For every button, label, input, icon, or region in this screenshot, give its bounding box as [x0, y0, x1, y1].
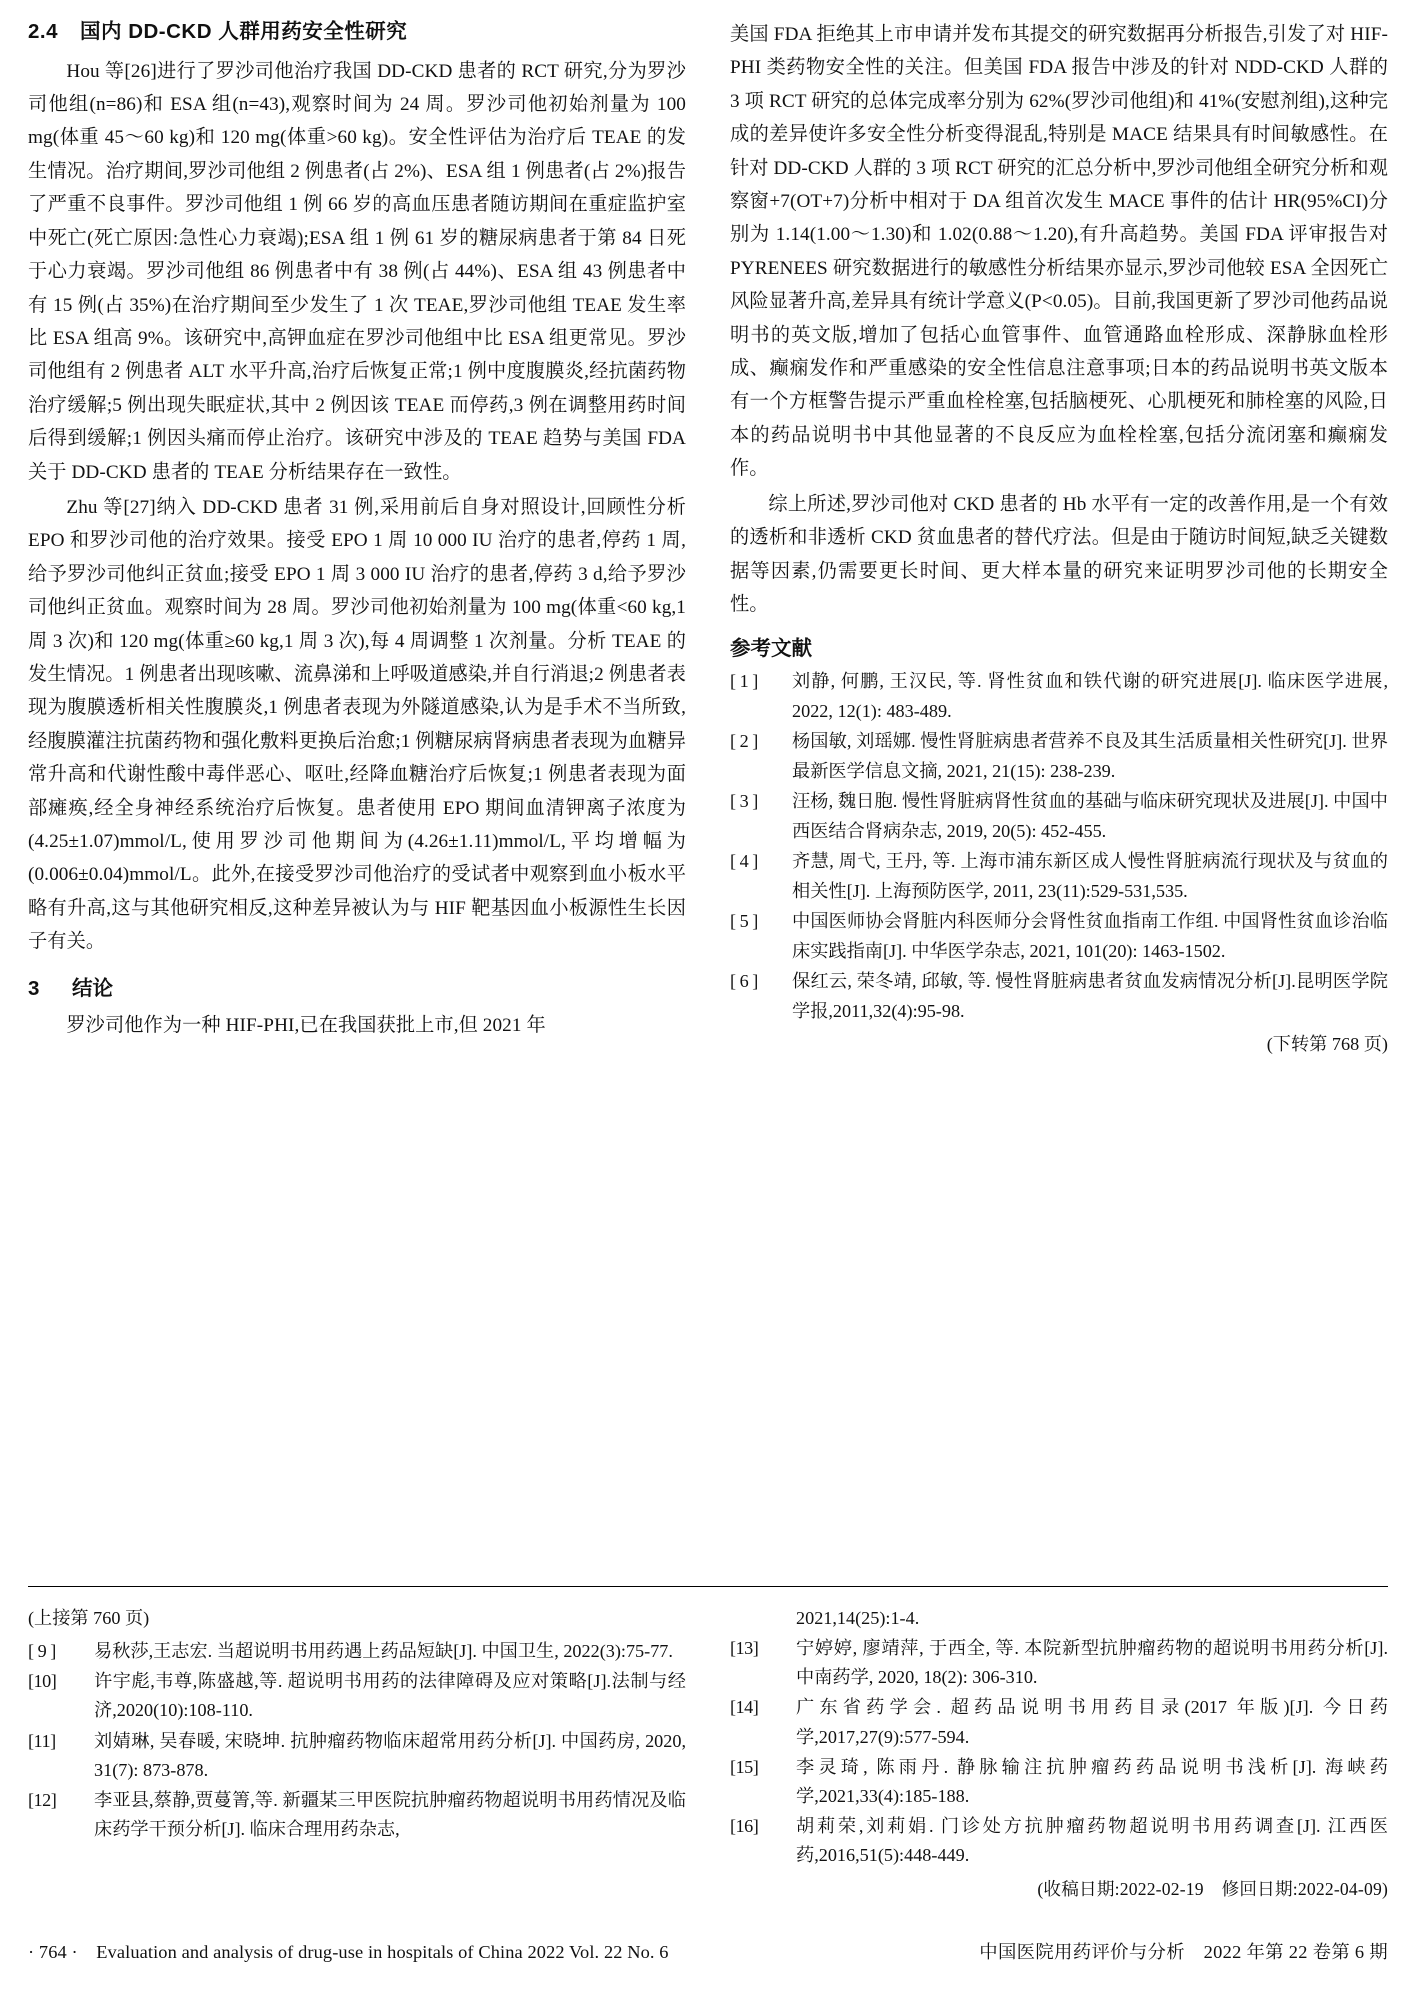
- reference-number: [ 6 ]: [730, 971, 758, 992]
- reference-number: [ 2 ]: [730, 731, 758, 752]
- section-heading-2-4: [28, 18, 686, 46]
- reference-text: 许宇彪,韦尊,陈盛越,等. 超说明书用药的法律障碍及应对策略[J].法制与经济,2020(10):108-110.: [94, 1671, 686, 1721]
- reference-number: [ 4 ]: [730, 851, 758, 872]
- reference-text: 杨国敏, 刘瑶娜. 慢性肾脏病患者营养不良及其生活质量相关性研究[J]. 世界最新医学信息文摘, 2021, 21(15): 238-239.: [792, 731, 1388, 781]
- continued-right-column: [730, 1604, 1388, 1901]
- list-item: [730, 1812, 1388, 1870]
- paragraph: Zhu 等[27]纳入 DD-CKD 患者 31 例,采用前后自身对照设计,回顾性分析 EPO 和罗沙司他的治疗效果。接受 EPO 1 周 10 000 IU 治疗的患者,停药 1 周,给予罗沙司他纠正贫血;接受 EPO 1 周 3 000 IU 治疗的患者,停药 3 d,给予罗沙司他纠正贫血。观察时间为 28 周。罗沙司他初始剂量为 100 mg(体重<60 kg,1 周 3 次)和 120 mg(体重≥60 kg,1 周 3 次),每 4 周调整 1 次剂量。分析 TEAE 的发生情况。1 例患者出现咳嗽、流鼻涕和上呼吸道感染,并自行消退;2 例患者表现为腹膜透析相关性腹膜炎,1 例患者表现为外隧道感染,认为是手术不当所致,经腹膜灌注抗菌药物和强化敷料更换后治愈;1 例糖尿病肾病患者表现为血糖异常升高和代谢性酸中毒伴恶心、呕吐,经降血糖治疗后恢复;1 例患者表现为面部瘫痪,经全身神经系统治疗后恢复。患者使用 EPO 期间血清钾离子浓度为(4.25±1.07)mmol/L,使用罗沙司他期间为(4.26±1.11)mmol/L,平均增幅为(0.006±0.04)mmol/L。此外,在接受罗沙司他治疗的受试者中观察到血小板水平略有升高,这与其他研究相反,这种差异被认为与 HIF 靶基因血小板源性生长因子有关。: [28, 496, 686, 953]
- reference-number: [16]: [730, 1815, 759, 1836]
- reference-text: 汪杨, 魏日胞. 慢性肾脏病肾性贫血的基础与临床研究现状及进展[J]. 中国中西医结合肾病杂志, 2019, 20(5): 452-455.: [792, 791, 1388, 841]
- list-item: [28, 1667, 686, 1725]
- reference-number: [12]: [28, 1789, 57, 1810]
- continued-reference-list-right: [730, 1604, 1388, 1870]
- section-title: 国内 DD-CKD 人群用药安全性研究: [80, 20, 408, 43]
- paragraph: Hou 等[26]进行了罗沙司他治疗我国 DD-CKD 患者的 RCT 研究,分为罗沙司他组(n=86)和 ESA 组(n=43),观察时间为 24 周。罗沙司他初始剂量为 100 mg(体重 45～60 kg)和 120 mg(体重>60 kg)。安全性评估为治疗后 TEAE 的发生情况。治疗期间,罗沙司他组 2 例患者(占 2%)、ESA 组 1 例患者(占 2%)报告了严重不良事件。罗沙司他组 1 例 66 岁的高血压患者随访期间在重症监护室中死亡(死亡原因:急性心力衰竭);ESA 组 1 例 61 岁的糖尿病患者于第 84 日死于心力衰竭。罗沙司他组 86 例患者中有 38 例(占 44%)、ESA 组 43 例患者中有 15 例(占 35%)在治疗期间至少发生了 1 次 TEAE,罗沙司他组 TEAE 发生率比 ESA 组高 9%。该研究中,高钾血症在罗沙司他组中比 ESA 组更常见。罗沙司他组有 2 例患者 ALT 水平升高,治疗后恢复正常;1 例中度腹膜炎,经抗菌药物治疗缓解;5 例出现失眠症状,其中 2 例因该 TEAE 而停药,3 例在调整用药时间后得到缓解;1 例因头痛而停止治疗。该研究中涉及的 TEAE 趋势与美国 FDA 关于 DD-CKD 患者的 TEAE 分析结果存在一致性。: [28, 60, 686, 483]
- list-item: [730, 1604, 1388, 1633]
- reference-text: 刘静, 何鹏, 王汉民, 等. 肾性贫血和铁代谢的研究进展[J]. 临床医学进展, 2022, 12(1): 483-489.: [792, 671, 1388, 721]
- reference-number: [ 3 ]: [730, 791, 758, 812]
- reference-text: 李灵琦, 陈雨丹. 静脉输注抗肿瘤药药品说明书浅析[J]. 海峡药学,2021,33(4):185-188.: [796, 1756, 1388, 1806]
- page-footer: [28, 1938, 1388, 1964]
- section-number: 2.4: [28, 20, 58, 43]
- continued-two-columns: [28, 1604, 1388, 1901]
- reference-text: 广东省药学会. 超药品说明书用药目录(2017 年版)[J]. 今日药学,2017,27(9):577-594.: [796, 1697, 1388, 1747]
- left-column: [28, 18, 686, 1044]
- separator-rule: [28, 1586, 1388, 1587]
- reference-text: 宁婷婷, 廖靖萍, 于西全, 等. 本院新型抗肿瘤药物的超说明书用药分析[J]. 中南药学, 2020, 18(2): 306-310.: [796, 1638, 1388, 1688]
- continued-left-column: [28, 1604, 686, 1845]
- paragraph: 罗沙司他作为一种 HIF-PHI,已在我国获批上市,但 2021 年: [66, 1014, 546, 1036]
- list-item: [730, 847, 1388, 906]
- list-item: [730, 1753, 1388, 1811]
- reference-number: [ 5 ]: [730, 911, 758, 932]
- footer-right-text: 中国医院用药评价与分析 2022 年第 22 卷第 6 期: [979, 1942, 1388, 1962]
- reference-text: 李亚县,蔡静,贾蔓箐,等. 新疆某三甲医院抗肿瘤药物超说明书用药情况及临床药学干预分析[J]. 临床合理用药杂志,: [94, 1789, 686, 1839]
- list-item: [28, 1727, 686, 1785]
- list-item: [730, 787, 1388, 846]
- right-column: [730, 18, 1388, 1056]
- continued-to-note: (下转第 768 页): [1266, 1034, 1388, 1055]
- reference-number: [11]: [28, 1730, 56, 1751]
- section-title: 结论: [72, 976, 113, 1000]
- list-item: [28, 1637, 686, 1666]
- continued-from-note: (上接第 760 页): [28, 1608, 150, 1628]
- list-item: [28, 1786, 686, 1844]
- reference-text: 胡莉荣,刘莉娟. 门诊处方抗肿瘤药物超说明书用药调查[J]. 江西医药,2016,51(5):448-449.: [796, 1815, 1388, 1865]
- continued-block: [28, 1604, 1388, 1901]
- list-item: [730, 1693, 1388, 1751]
- received-revised-date: (收稿日期:2022-02-19 修回日期:2022-04-09): [1037, 1879, 1388, 1900]
- page-content: [28, 18, 1388, 1056]
- list-item: [730, 667, 1388, 726]
- footer-left-text: · 764 · Evaluation and analysis of drug-use in hospitals of China 2022 Vol. 22 No. 6: [28, 1942, 669, 1962]
- reference-number: [10]: [28, 1671, 57, 1692]
- continued-reference-list-left: [28, 1637, 686, 1844]
- reference-number: [15]: [730, 1756, 759, 1777]
- reference-number: [ 9 ]: [28, 1641, 56, 1662]
- list-item: [730, 727, 1388, 786]
- section-heading-3: [28, 971, 686, 1001]
- section-number: 3: [28, 976, 40, 1000]
- reference-text: 中国医师协会肾脏内科医师分会肾性贫血指南工作组. 中国肾性贫血诊治临床实践指南[J]. 中华医学杂志, 2021, 101(20): 1463-1502.: [792, 911, 1388, 961]
- paragraph: 美国 FDA 拒绝其上市申请并发布其提交的研究数据再分析报告,引发了对 HIF-PHI 类药物安全性的关注。但美国 FDA 报告中涉及的针对 NDD-CKD 人群的 3 项 RCT 研究的总体完成率分别为 62%(罗沙司他组)和 41%(安慰剂组),这种完成的差异使许多安全性分析变得混乱,特别是 MACE 结果具有时间敏感性。在针对 DD-CKD 人群的 3 项 RCT 研究的汇总分析中,罗沙司他组全研究分析和观察窗+7(OT+7)分析中相对于 DA 组首次发生 MACE 事件的估计 HR(95%CI)分别为 1.14(1.00～1.30)和 1.02(0.88～1.20),有升高趋势。美国 FDA 评审报告对 PYRENEES 研究数据进行的敏感性分析结果亦显示,罗沙司他较 ESA 全因死亡风险显著升高,差异具有统计学意义(P<0.05)。目前,我国更新了罗沙司他药品说明书的英文版,增加了包括心血管事件、血管通路血栓形成、深静脉血栓形成、癫痫发作和严重感染的安全性信息注意事项;日本的药品说明书英文版本有一个方框警告提示严重血栓栓塞,包括脑梗死、心肌梗死和肺栓塞的风险,日本的药品说明书中其他显著的不良反应为血栓栓塞,包括分流闭塞和癫痫发作。: [730, 24, 1388, 480]
- references-heading: 参考文献: [730, 637, 812, 661]
- list-item: [730, 967, 1388, 1026]
- list-item: [730, 907, 1388, 966]
- two-column-layout: [28, 18, 1388, 1056]
- reference-text: 齐慧, 周弋, 王丹, 等. 上海市浦东新区成人慢性肾脏病流行现状及与贫血的相关性[J]. 上海预防医学, 2011, 23(11):529-531,535.: [792, 851, 1388, 901]
- reference-number: [13]: [730, 1638, 759, 1659]
- reference-text: 2021,14(25):1-4.: [796, 1608, 920, 1628]
- reference-number: [14]: [730, 1697, 759, 1718]
- paragraph: 综上所述,罗沙司他对 CKD 患者的 Hb 水平有一定的改善作用,是一个有效的透析和非透析 CKD 贫血患者的替代疗法。但是由于随访时间短,缺乏关键数据等因素,仍需要更长时间、更大样本量的研究来证明罗沙司他的长期安全性。: [730, 493, 1388, 615]
- reference-text: 刘婧琳, 吴春暖, 宋晓坤. 抗肿瘤药物临床超常用药分析[J]. 中国药房, 2020, 31(7): 873-878.: [94, 1730, 686, 1780]
- list-item: [730, 1634, 1388, 1692]
- reference-number: [ 1 ]: [730, 671, 758, 692]
- reference-list: [730, 667, 1388, 1026]
- reference-text: 保红云, 荣冬靖, 邱敏, 等. 慢性肾脏病患者贫血发病情况分析[J].昆明医学院学报,2011,32(4):95-98.: [792, 971, 1388, 1021]
- reference-text: 易秋莎,王志宏. 当超说明书用药遇上药品短缺[J]. 中国卫生, 2022(3):75-77.: [94, 1641, 673, 1662]
